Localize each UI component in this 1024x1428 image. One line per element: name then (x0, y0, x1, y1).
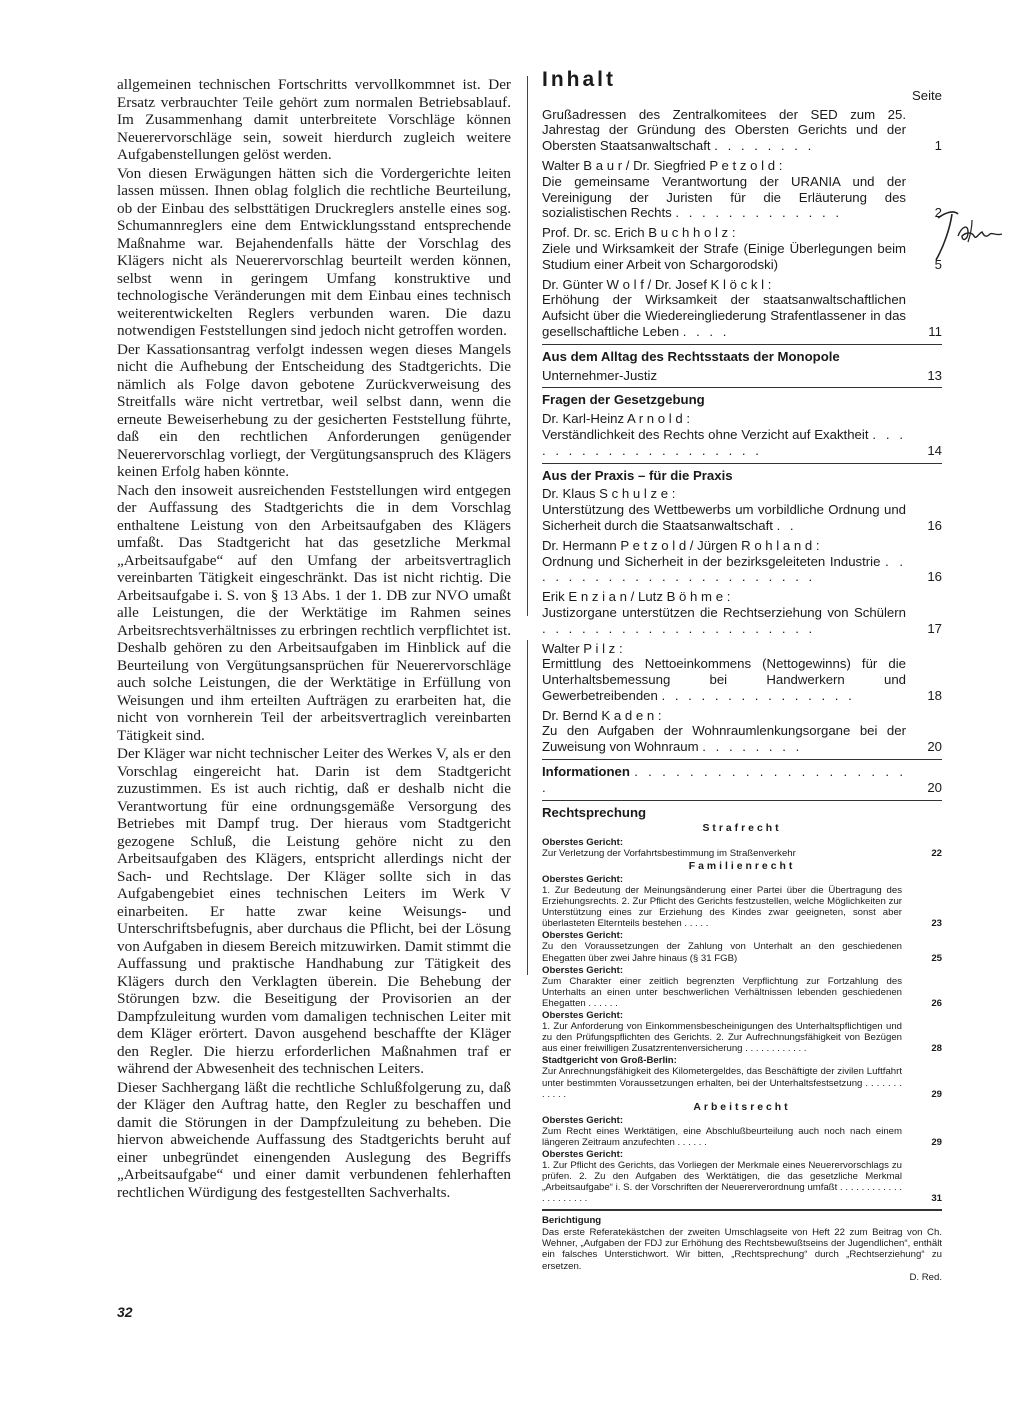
toc-entry-authors: Walter P i l z : (542, 640, 623, 656)
section-divider (542, 463, 942, 464)
article-paragraph: Der Kassationsantrag verfolgt indessen wegen dieses Mangels nicht die Aufhebung der Entscheidung des Stadtgerichts. Die nämlich als Folge davon gebotene Zurückverweisung des Streitfalls wäre nicht vertretbar, weil selbst dann, wenn die erneute Beweiserhebung zu der gesicherten Feststellung führte, daß ein den rechtlichen Anforderungen genügender Neuerervorschlag vorliegt, der Vergütungsanspruch des Klägers keinen Erfolg haben könnte. (117, 340, 511, 480)
toc-leader-dots: . . . . . . . . . . . . . (675, 205, 843, 221)
ruling-court: Oberstes Gericht: (542, 1149, 624, 1161)
toc-section-heading: Aus dem Alltag des Rechtsstaats der Monopole (542, 348, 840, 364)
toc-entry-page: 13 (927, 367, 942, 383)
toc-entry-authors: Prof. Dr. sc. Erich B u c h h o l z : (542, 225, 736, 241)
ruling-court: Oberstes Gericht: (542, 964, 624, 976)
toc-entry-title: Die gemeinsame Verantwortung der URANIA und der Vereinigung der Juristen für die Erläuterung des sozialistischen Rechts (542, 173, 906, 221)
toc-section-heading: Rechtsprechung (542, 804, 647, 820)
ruling-text: Zum Charakter einer zeitlich begrenzten Verpflichtung zur Fortzahlung des Unterhalts an einen unter beschwerlichen Verhältnissen lebenden geschiedenen Ehegatten . . . . . . (542, 975, 902, 1009)
toc-entry-authors: Walter B a u r / Dr. Siegfried P e t z o l d : (542, 157, 783, 173)
ruling-page: 26 (931, 997, 942, 1009)
toc-entry (542, 708, 942, 755)
toc-entry-authors: Dr. Karl-Heinz A r n o l d : (542, 411, 691, 427)
toc-entry-title: Zu den Aufgaben der Wohnraumlenkungsorgane bei der Zuweisung von Wohnraum (542, 723, 906, 755)
toc-section-heading: Aus der Praxis – für die Praxis (542, 467, 733, 483)
toc-leader-dots: . . . . (682, 323, 730, 339)
toc-entry-title: Ziele und Wirksamkeit der Strafe (Einige Überlegungen beim Studium einer Arbeit von Schargorodski) (542, 240, 906, 272)
toc-entry (542, 411, 942, 458)
toc-entry-page: 16 (927, 517, 942, 533)
toc-section-heading: Informationen (542, 764, 630, 780)
article-paragraph: Nach den insoweit ausreichenden Feststellungen wird entgegen der Auffassung des Stadtgerichts die in dem Vorschlag enthaltene Leistung von den Arbeitsaufgaben des Klägers umfaßt. Das Stadtgericht hat das gesetzliche Merkmal „Arbeitsaufgabe“ auf den Umfang der arbeitsvertraglich vereinbarten Tätigkeit eingeschränkt. Das ist nicht richtig. Die Arbeitsaufgabe i. S. von § 13 Abs. 1 der 1. DB zur NVO umaßt alle Leistungen, die der Werktätige im Rahmen seines Arbeitsrechtsverhältnisses zu erbringen rechtlich verpflichtet ist. Deshalb gehören zu den Arbeitsaufgaben im Hinblick auf die Beurteilung von Vergütungsansprüchen für Neuerervorschläge auch solche Leistungen, die der Werktätige in Erfüllung von Weisungen und ihm erteilten Aufträgen zu erarbeiten hat, die nicht von vornherein Teil der arbeitsvertraglich vereinbarten Tätigkeit sind. (117, 481, 511, 744)
toc-entry (542, 589, 942, 636)
toc-entry-authors: Erik E n z i a n / Lutz B ö h m e : (542, 589, 731, 605)
toc-entry-title: Ermittlung des Nettoeinkommens (Nettogewinns) für die Unterhaltsbemessung bei Handwerkern und Gewerbetreibenden (542, 656, 906, 703)
ruling-court: Oberstes Gericht: (542, 1114, 624, 1126)
toc-entry (542, 486, 942, 533)
ruling-court: Stadtgericht von Groß-Berlin: (542, 1055, 677, 1067)
law-area-label: Arbeitsrecht (693, 1101, 791, 1113)
toc-entry-page: 20 (927, 739, 942, 755)
ruling-page: 28 (931, 1043, 942, 1055)
article-paragraph: Der Kläger war nicht technischer Leiter des Werkes V, als er den Vorschlag eingereicht hat. Darin ist dem Stadtgericht zuzustimmen. Es ist auch richtig, daß er deshalb nicht die Verantwortung für eine ordnungsgemäße Versorgung des Betriebes mit Dampf trug. Der hieraus vom Stadtgericht gezogene Schluß, die Leistung gehöre nicht zu den Arbeitsaufgaben des Klägers, entspricht allerdings nicht der Sach- und Rechtslage. Der Kläger sollte sich in das Aufgabengebiet eines technischen Leiters im Werk V einarbeiten. Er hatte zwar keine Weisungs- und Unterschriftsbefugnis, aber durchaus die Pflicht, bei der Lösung von Aufgaben in diesem Bereich mitzuwirken. Damit stimmt die Auffassung und praktische Handhabung zur Tätigkeit des Klägers durch den Verklagten überein. Die Behebung der Störungen bzw. die Beseitigung der Provisorien an der Dampfzuleitung wurden vom damaligen technischen Leiter mit dem Kläger erörtert. Davon ausgehend beschaffte der Kläger den Regler. Die hierzu erforderlichen Maßnahmen traf er während der Abwesenheit des technischen Leiters. (117, 745, 511, 1077)
ruling-entry (542, 1055, 942, 1099)
toc-entry-page: 16 (927, 569, 942, 585)
ruling-court: Oberstes Gericht: (542, 836, 624, 848)
toc-entry-page: 2 (934, 205, 942, 221)
ruling-text: 1. Zur Bedeutung der Meinungsänderung einer Partei über die Übertragung des Erziehungsrechts. 2. Zur Pflicht des Gerichts festzustellen, welche Möglichkeiten zur Unterstützung eines zur Erziehung des Kindes zwar geeigneten, sonst aber überlasteten Elternteils bestehen . . . . . (542, 884, 902, 930)
ruling-entry (542, 1115, 942, 1148)
ruling-page: 25 (931, 952, 942, 964)
toc-entry-title: Grußadressen des Zentralkomitees der SED zum 25. Jahrestag der Gründung des Obersten Gerichts und der Obersten Staatsanwaltschaft (542, 106, 906, 154)
toc-entry (542, 158, 942, 221)
toc-entry-page: 14 (927, 442, 942, 458)
ruling-entry (542, 930, 942, 963)
toc-entry-page: 11 (928, 323, 942, 339)
ruling-entry (542, 1149, 942, 1204)
ruling-text: Zu den Voraussetzungen der Zahlung von Unterhalt an den geschiedenen Ehegatten über zwei Jahre hinaus (§ 31 FGB) (542, 941, 902, 964)
correction-signature: D. Red. (909, 1272, 942, 1284)
ruling-text: 1. Zur Anforderung von Einkommensbescheinigungen des Unterhaltspflichtigen und zu den Prüfungspflichten des Gerichts. 2. Zur Aufrechnungsfähigkeit von Bezügen aus einer freiwilligen Zusatzrentenversicherung . . . . . . . . . . . . (542, 1021, 902, 1055)
ruling-text: Zur Anrechnungsfähigkeit des Kilometergeldes, das Beschäftigte der zivilen Luftfahrt unter bestimmten Voraussetzungen erhalten, bei der Unterhaltsfestsetzung . . . . . . . . . . . . (542, 1066, 902, 1100)
toc-leader-dots: . . . . . . . . . . . . . . . . . . . . (542, 426, 907, 458)
toc-entry (542, 641, 942, 704)
ruling-court: Oberstes Gericht: (542, 873, 624, 885)
toc-entry (542, 368, 942, 384)
ruling-page: 29 (931, 1137, 942, 1148)
toc-entry (542, 107, 942, 154)
ruling-page: 31 (931, 1193, 942, 1205)
toc-leader-dots: . . . . . . . . . . . . . . . . . . . . . (542, 764, 906, 795)
section-divider (542, 344, 942, 345)
table-of-contents (542, 68, 942, 1284)
law-area-label: Strafrecht (702, 823, 782, 835)
article-column (117, 76, 511, 1202)
toc-entry (542, 277, 942, 340)
ruling-page: 29 (931, 1088, 942, 1100)
toc-entry-page: 5 (934, 256, 942, 272)
ruling-court: Oberstes Gericht: (542, 930, 624, 942)
toc-entry-authors: Dr. Bernd K a d e n : (542, 707, 662, 723)
toc-entry-title: Verständlichkeit des Rechts ohne Verzicht auf Exaktheit (542, 426, 869, 442)
rechtsprechung-list (542, 823, 942, 1204)
toc-leader-dots: . . . . . . . . . . . . . . . (661, 687, 855, 703)
ruling-entry (542, 837, 942, 859)
ruling-text: Zum Recht eines Werktätigen, eine Abschlußbeurteilung auch noch nach einem längeren Zeitraum anzufechten . . . . . . (542, 1125, 902, 1148)
section-divider (542, 759, 942, 760)
toc-entry-authors: Dr. Günter W o l f / Dr. Josef K l ö c k l : (542, 276, 772, 292)
ruling-text: Zur Verletzung der Vorfahrtsbestimmung im Straßenverkehr (542, 847, 796, 859)
article-paragraph: Von diesen Erwägungen hätten sich die Vordergerichte leiten lassen müssen. Ihnen oblag folglich die rechtliche Beurteilung, ob der Einbau des selbsttätigen Druckreglers anstelle eines sog. Schumannreglers eine dem Entwicklungsstand entsprechende Maßnahme war. Bejahendenfalls hätte der Vorschlag des Klägers nicht als Neuerervorschlag beurteilt werden können, selbst wenn in geringem Umfang konstruktive und technologische Veränderungen mit dem Einbau eines technisch weiterentwickelten Reglers verbunden waren. Die dazu notwendigen Feststellungen sind jedoch nicht getroffen worden. (117, 164, 511, 339)
correction-notice (542, 1215, 942, 1284)
ruling-entry (542, 1010, 942, 1054)
law-area-label: Familienrecht (688, 860, 796, 872)
toc-section-heading: Fragen der Gesetzgebung (542, 392, 705, 408)
section-divider (542, 800, 942, 801)
toc-entry-page: 18 (927, 687, 942, 703)
article-paragraph: allgemeinen technischen Fortschritts vervollkommnet ist. Der Ersatz verbrauchter Teile gehört zum normalen Betriebsablauf. Im Zusammenhang damit unterbreitete Vorschläge können Neuerervorschläge sein, soweit hierdurch zugleich weitere Aufgabenstellungen gelöst werden. (117, 76, 511, 163)
toc-leader-dots: . . . . . . . . . . . . . . . . . . . . . . . (542, 553, 906, 585)
column-rule (527, 640, 528, 975)
page-column-label: Seite (911, 87, 942, 103)
correction-text: Das erste Referatekästchen der zweiten Umschlagseite von Heft 22 zum Beitrag von Ch. Wehner, „Aufgaben der FDJ zur Erhöhung des Rechtsbewußtseins der Jugendlichen“, enthält ein falsches Unterstichwort. Wir bitten, „Rechtsprechung“ durch „Rechtserziehung“ zu ersetzen. (542, 1226, 942, 1272)
toc-entry-page: 1 (934, 138, 942, 154)
toc-entry (542, 538, 942, 585)
toc-entry-title: Unterstützung des Wettbewerbs um vorbildliche Ordnung und Sicherheit durch die Staatsanwaltschaft (542, 502, 906, 533)
toc-entry-title: Ordnung und Sicherheit in der bezirksgeleiteten Industrie (542, 553, 881, 569)
section-divider (542, 387, 942, 388)
ruling-entry (542, 874, 942, 929)
ruling-text: 1. Zur Pflicht des Gerichts, das Vorliegen der Merkmale eines Neuerervorschlags zu prüfen. 2. Zu den Aufgaben des Werktätigen, die das gesetzliche Merkmal „Arbeitsaufgabe“ i. S. der Vorschriften der Neuererverordnung umfaßt . . . . . . . . . . . . . . . . . . . . . (542, 1160, 902, 1205)
toc-entry-authors: Dr. Hermann P e t z o l d / Jürgen R o h l a n d : (542, 537, 820, 553)
toc-entry-informationen (542, 764, 942, 796)
ruling-page: 22 (931, 847, 942, 859)
toc-leader-dots: . . . . . . . . (714, 138, 815, 154)
handwritten-signature (932, 206, 1004, 264)
toc-entry-title: Unternehmer-Justiz (542, 367, 658, 383)
column-rule (527, 76, 528, 616)
toc-entry-page: 17 (927, 620, 942, 636)
toc-leader-dots: . . . . . . . . . . . . . . . . . . . . . (542, 620, 816, 636)
toc-entry (542, 225, 942, 272)
ruling-page: 23 (931, 918, 942, 930)
toc-entry-title: Justizorgane unterstützen die Rechtserziehung von Schülern (542, 604, 906, 620)
toc-leader-dots: . . (776, 517, 797, 533)
toc-leader-dots: . . . . . . . . (702, 739, 803, 755)
toc-entry-page: 20 (927, 779, 942, 795)
page-number: 32 (117, 1304, 133, 1320)
toc-entry-title: Erhöhung der Wirksamkeit der staatsanwaltschaftlichen Aufsicht über die Wiedereingliederung Strafentlassener in das gesellschaftliche Leben (542, 292, 906, 339)
ruling-entry (542, 965, 942, 1009)
article-paragraph: Dieser Sachhergang läßt die rechtliche Schlußfolgerung zu, daß der Kläger den Auftrag hatte, den Regler zu beschaffen und damit die Störungen in der Dampfzuleitung zu beheben. Die hiervon abweichende Auffassung des Stadtgerichts beruht auf einer unbegründet einengenden Auslegung des Begriffs „Arbeitsaufgabe“ und einer damit verbundenen fehlerhaften rechtlichen Würdigung des festgestellten Sachverhalts. (117, 1078, 511, 1201)
section-divider (542, 1209, 942, 1211)
ruling-court: Oberstes Gericht: (542, 1009, 624, 1021)
correction-heading: Berichtigung (542, 1214, 602, 1226)
toc-entry-authors: Dr. Klaus S c h u l z e : (542, 486, 676, 502)
toc-title: Inhalt (542, 68, 616, 91)
